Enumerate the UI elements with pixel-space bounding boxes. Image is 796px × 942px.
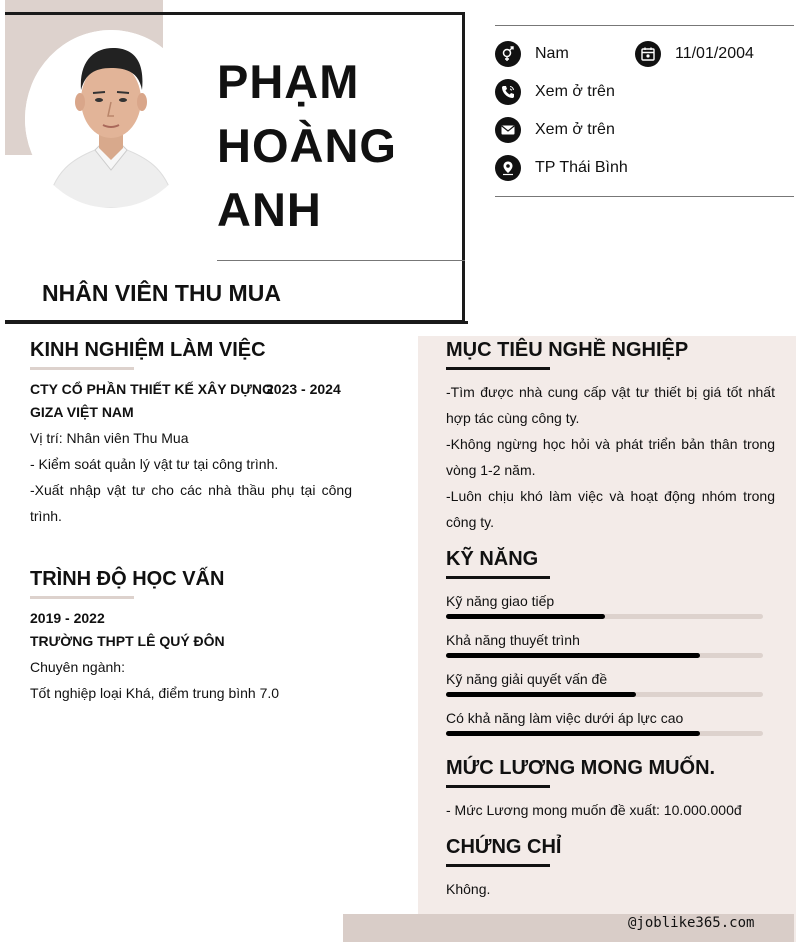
job-title: NHÂN VIÊN THU MUA xyxy=(42,280,281,306)
education-period: 2019 - 2022 xyxy=(30,610,105,626)
birthday-value: 11/01/2004 xyxy=(675,45,754,62)
location-icon xyxy=(495,155,521,181)
skill-bar-1 xyxy=(446,614,605,619)
phone-icon xyxy=(495,79,521,105)
education-heading: TRÌNH ĐỘ HỌC VẤN xyxy=(30,568,225,590)
experience-underline xyxy=(30,367,134,370)
footer-watermark: @joblike365.com xyxy=(628,915,755,931)
education-underline xyxy=(30,596,134,599)
salary-text: - Mức Lương mong muốn đề xuất: 10.000.000đ xyxy=(446,802,742,818)
objective-item-1: -Tìm được nhà cung cấp vật tư thiết bị giá tốt nhất hợp tác cùng công ty. xyxy=(446,384,775,426)
header-frame-bottom xyxy=(5,321,468,324)
objective-underline xyxy=(446,367,550,370)
skill-track-2 xyxy=(446,653,763,658)
skill-bar-2 xyxy=(446,653,700,658)
email-value: Xem ở trên xyxy=(535,121,615,138)
skill-bar-3 xyxy=(446,692,636,697)
education-school: TRƯỜNG THPT LÊ QUÝ ĐÔN xyxy=(30,633,225,649)
experience-duty-2: -Xuất nhập vật tư cho các nhà thầu phụ tại công trình. xyxy=(30,482,352,524)
skill-label-1: Kỹ năng giao tiếp xyxy=(446,593,555,609)
name-line-1: PHẠM xyxy=(217,55,360,108)
experience-duty-1: - Kiểm soát quản lý vật tư tại công trình. xyxy=(30,456,279,472)
experience-position: Vị trí: Nhân viên Thu Mua xyxy=(30,430,189,446)
name-divider xyxy=(217,260,465,261)
name-line-2: HOÀNG xyxy=(217,119,397,172)
skills-heading: KỸ NĂNG xyxy=(446,548,539,570)
skill-label-3: Kỹ năng giải quyết vấn đề xyxy=(446,671,608,687)
skill-bar-4 xyxy=(446,731,700,736)
salary-underline xyxy=(446,785,550,788)
certificates-text: Không. xyxy=(446,881,491,897)
experience-period: 2023 - 2024 xyxy=(266,381,341,397)
phone-value: Xem ở trên xyxy=(535,83,615,100)
objective-item-2: -Không ngừng học hỏi và phát triển bản thân trong vòng 1-2 năm. xyxy=(446,436,775,478)
skill-track-3 xyxy=(446,692,763,697)
certificates-heading: CHỨNG CHỈ xyxy=(446,836,562,858)
experience-company-line2: GIZA VIỆT NAM xyxy=(30,404,134,420)
experience-heading: KINH NGHIỆM LÀM VIỆC xyxy=(30,339,266,361)
calendar-icon xyxy=(635,41,661,67)
contact-divider-top xyxy=(495,25,794,26)
education-major: Chuyên ngành: xyxy=(30,659,125,675)
name-line-3: ANH xyxy=(217,183,322,236)
skill-label-2: Khả năng thuyết trình xyxy=(446,632,580,648)
contact-divider-bottom xyxy=(495,196,794,197)
objective-item-3: -Luôn chịu khó làm việc và hoạt động nhóm trong công ty. xyxy=(446,488,775,530)
skill-label-4: Có khả năng làm việc dưới áp lực cao xyxy=(446,710,684,726)
objective-heading: MỤC TIÊU NGHỀ NGHIỆP xyxy=(446,339,689,361)
certificates-underline xyxy=(446,864,550,867)
avatar xyxy=(25,30,197,208)
skill-track-4 xyxy=(446,731,763,736)
gender-icon xyxy=(495,41,521,67)
gender-value: Nam xyxy=(535,45,569,62)
address-value: TP Thái Bình xyxy=(535,159,628,176)
salary-heading: MỨC LƯƠNG MONG MUỐN. xyxy=(446,757,716,779)
experience-company: CTY CỔ PHẦN THIẾT KẾ XÂY DỰNG xyxy=(30,381,273,397)
education-result: Tốt nghiệp loại Khá, điểm trung bình 7.0 xyxy=(30,685,280,701)
skill-track-1 xyxy=(446,614,763,619)
email-icon xyxy=(495,117,521,143)
skills-underline xyxy=(446,576,550,579)
candidate-name xyxy=(217,50,397,242)
